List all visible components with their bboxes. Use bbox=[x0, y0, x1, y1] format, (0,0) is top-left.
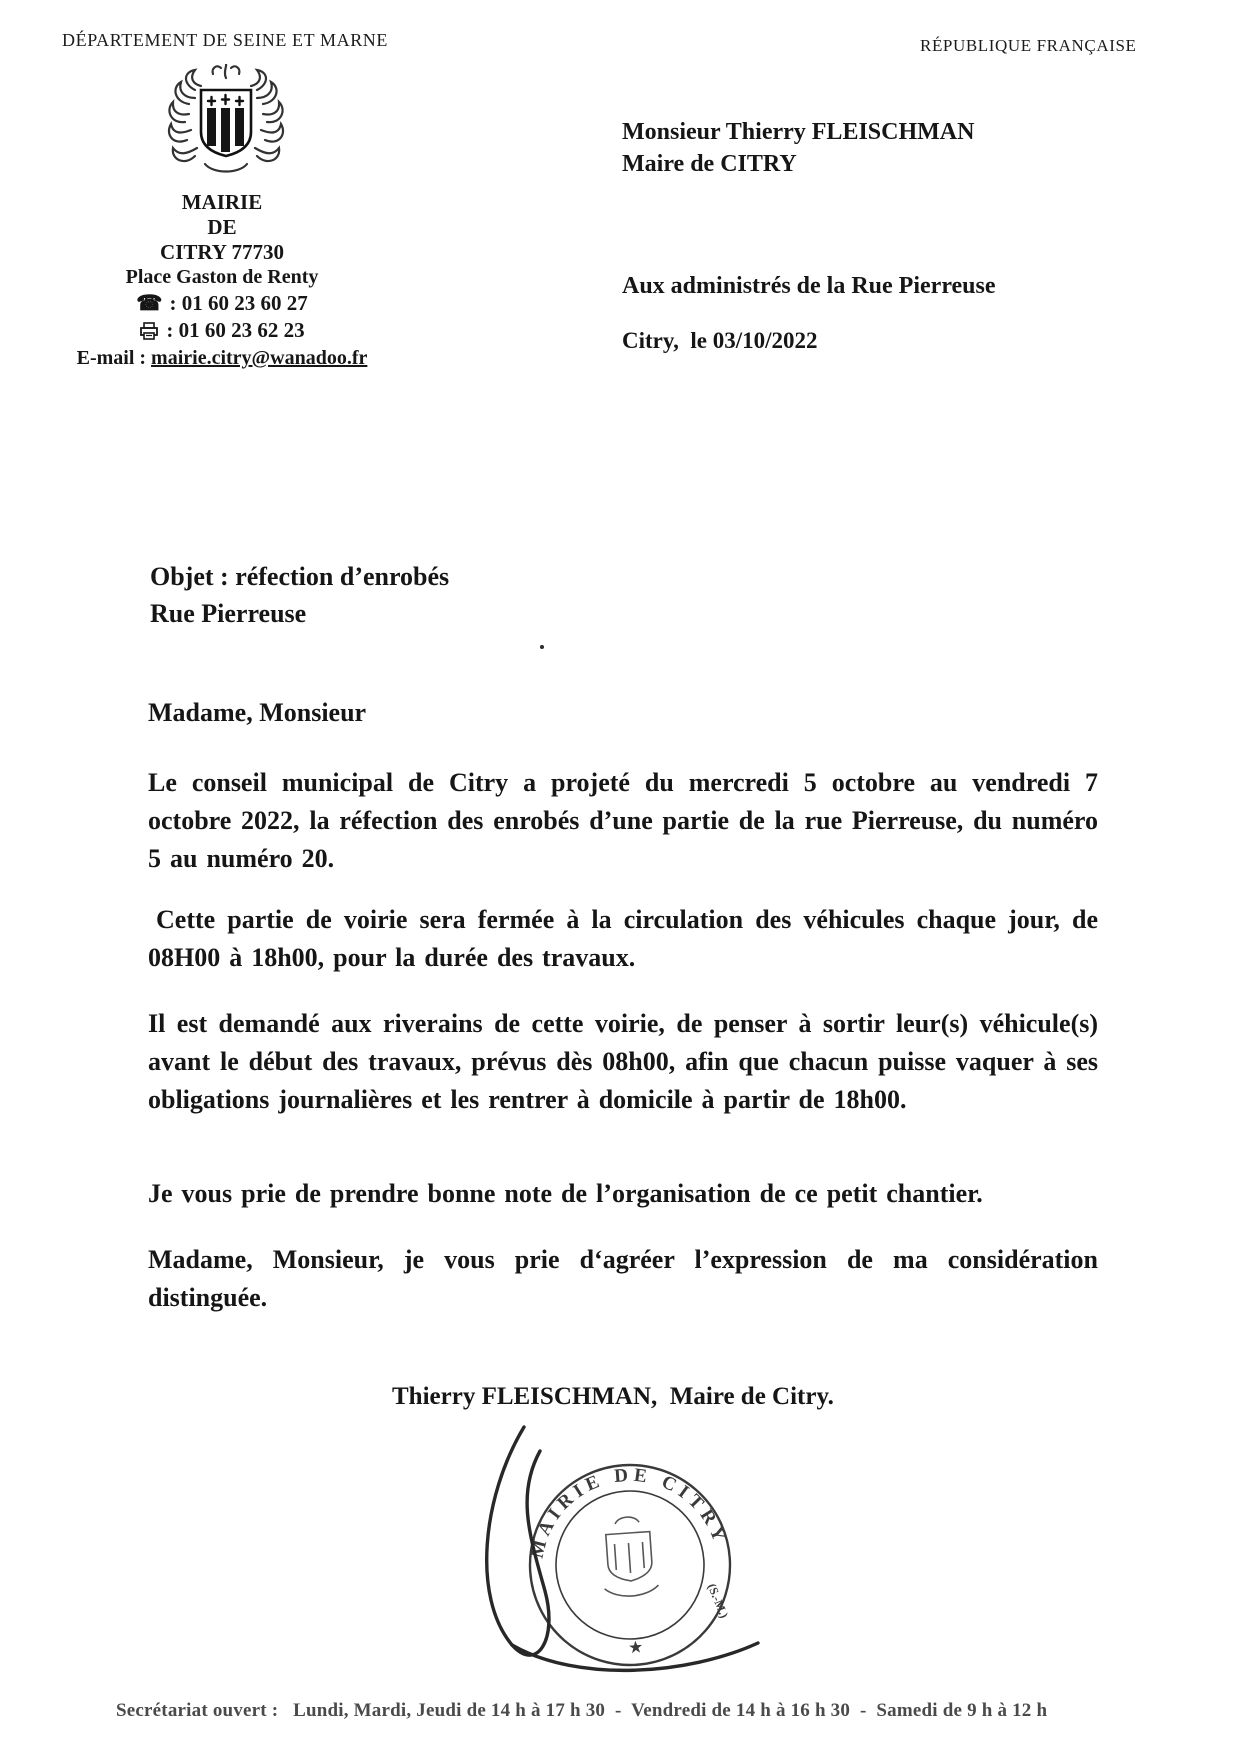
stamp-side-text: (S.-M.) bbox=[704, 1581, 732, 1621]
salutation: Madame, Monsieur bbox=[148, 698, 367, 727]
date-line: Citry, le 03/10/2022 bbox=[622, 328, 818, 353]
fax-icon bbox=[139, 322, 159, 340]
signature-stamp bbox=[420, 1415, 850, 1707]
email-address: mairie.citry@wanadoo.fr bbox=[151, 347, 368, 369]
org-address-line: Place Gaston de Renty bbox=[125, 266, 319, 288]
fax-number: : 01 60 23 62 23 bbox=[166, 318, 305, 342]
recipient-title: Maire de CITRY bbox=[622, 151, 797, 177]
addressee-line: Aux administrés de la Rue Pierreuse bbox=[622, 273, 996, 299]
org-name-line: MAIRIE bbox=[181, 190, 263, 214]
stamp-arc-text: MAIRIE DE CITRY bbox=[526, 1464, 732, 1561]
coat-of-arms-graphic bbox=[160, 64, 292, 198]
phone-icon: ☎ bbox=[136, 291, 163, 315]
body-paragraph: Le conseil municipal de Citry a projeté du mercredi 5 octobre au vendredi 7 octobre 2022, la réfection des enrobés d’une partie de la rue Pierreuse, du numéro 5 au numéro 20. bbox=[148, 768, 1098, 873]
subject-line-1: Objet : réfection d’enrobés bbox=[150, 562, 450, 591]
email-label: E-mail : bbox=[76, 347, 152, 369]
sender-block bbox=[38, 190, 406, 372]
email-line bbox=[38, 345, 406, 372]
phone-number: : 01 60 23 60 27 bbox=[169, 291, 308, 315]
fax-line bbox=[38, 317, 406, 344]
scan-artifact-dot bbox=[540, 645, 544, 649]
phone-line bbox=[38, 290, 406, 317]
subject-block bbox=[150, 558, 449, 632]
body-paragraph: Je vous prie de prendre bonne note de l’organisation de ce petit chantier. bbox=[148, 1179, 983, 1208]
org-name-line: DE bbox=[207, 215, 237, 239]
signoff-line: Thierry FLEISCHMAN, Maire de Citry. bbox=[392, 1383, 834, 1410]
recipient-name: Monsieur Thierry FLEISCHMAN bbox=[622, 119, 975, 145]
org-city-line: CITRY 77730 bbox=[160, 240, 284, 264]
signature-flourish bbox=[487, 1427, 758, 1670]
stamp-star: ★ bbox=[627, 1637, 645, 1658]
footer-office-hours: Secrétariat ouvert : Lundi, Mardi, Jeudi de 14 h à 17 h 30 - Vendredi de 14 h à 16 h 30 - Samedi de 9 h à 12 h bbox=[116, 1700, 1048, 1721]
body-paragraph: Cette partie de voirie sera fermée à la circulation des véhicules chaque jour, de 08H00 à 18h00, pour la durée des travaux. bbox=[148, 905, 1098, 972]
recipient-block bbox=[622, 116, 974, 180]
subject-line-2: Rue Pierreuse bbox=[150, 599, 307, 628]
body-paragraph: Madame, Monsieur, je vous prie d‘agréer l’expression de ma considération distinguée. bbox=[148, 1245, 1098, 1312]
svg-text:MAIRIE DE CITRY bbox=[521, 1458, 732, 1562]
body-paragraph: Il est demandé aux riverains de cette voirie, de penser à sortir leur(s) véhicule(s) avant le début des travaux, prévus dès 08h00, afin que chacun puisse vaquer à ses obligations journalières et les rentrer à domicile à partir de 18h00. bbox=[148, 1009, 1098, 1114]
header-department: DÉPARTEMENT DE SEINE ET MARNE bbox=[62, 30, 388, 50]
coat-of-arms bbox=[160, 64, 292, 198]
header-republique: RÉPUBLIQUE FRANÇAISE bbox=[920, 36, 1137, 55]
